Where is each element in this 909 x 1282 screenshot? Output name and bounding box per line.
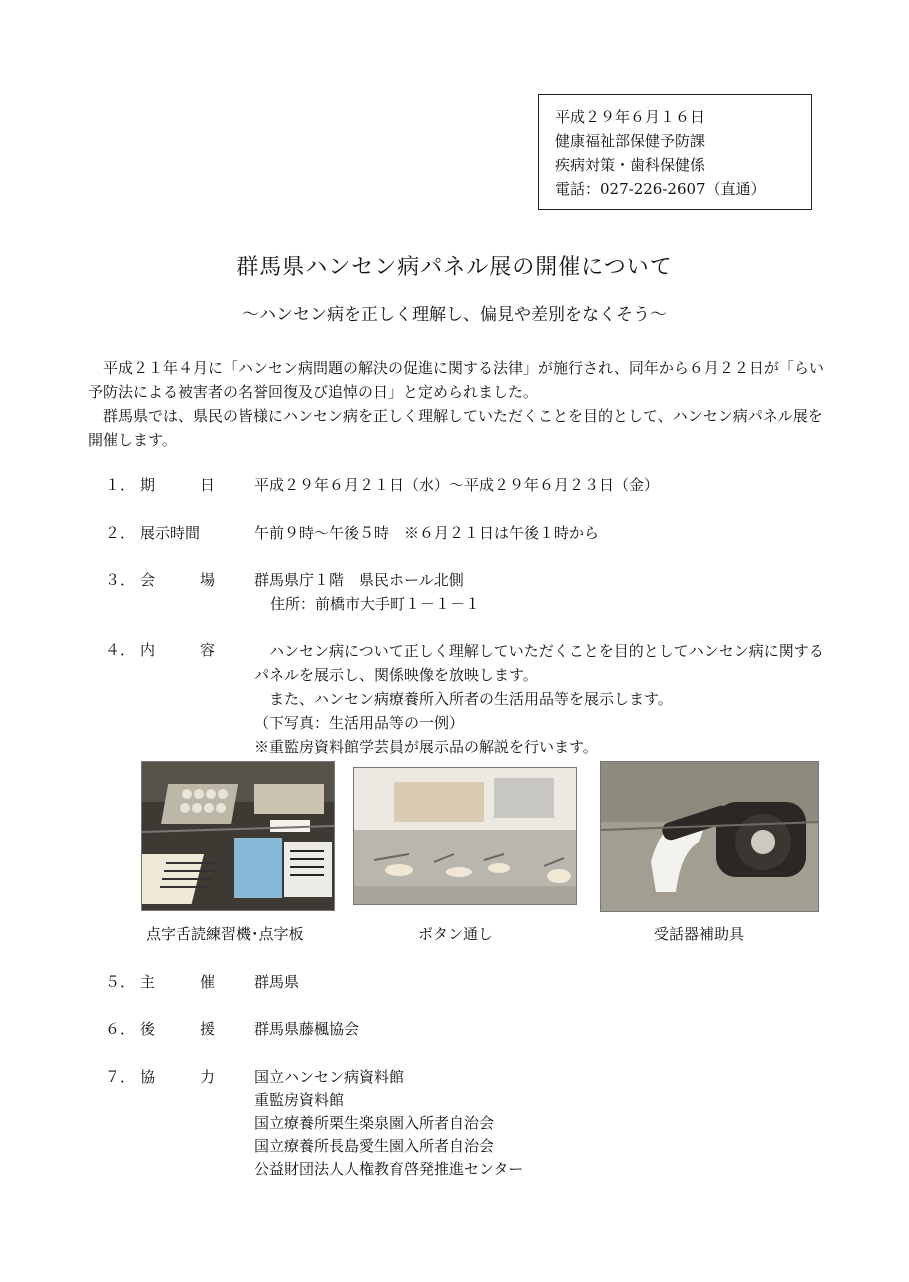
braille-practice-photo — [141, 761, 335, 911]
telephone-aid-photo — [600, 761, 819, 912]
intro-paragraph — [88, 356, 828, 452]
org-5: 公益財団法人人権教育啓発推進センター — [254, 1160, 524, 1178]
item-6-label-b: 援 — [199, 1020, 215, 1038]
item-4-line-3: （下写真：生活用品等の一例） — [254, 714, 465, 732]
item-2-value: 午前９時～午後５時 ※６月２１日は午後１時から — [254, 524, 600, 542]
item-7-number: ７． — [105, 1068, 136, 1086]
photo-1-caption: 点字舌読練習機･点字板 — [146, 925, 304, 943]
item-7-label — [140, 1066, 215, 1087]
item-4-label-b: 容 — [199, 641, 215, 659]
intro-line-1: 平成２１年４月に「ハンセン病問題の解決の促進に関する法律」が施行され、同年から６月２２日が「らい予防法による被害者の名誉回復及び追悼の日」と定められました。 — [88, 359, 824, 401]
item-5-number: ５． — [105, 973, 136, 991]
item-3-value: 群馬県庁１階 県民ホール北側 — [254, 571, 464, 589]
item-6-number: ６． — [105, 1020, 136, 1038]
item-4-line-4: ※重監房資料館学芸員が展示品の解説を行います。 — [254, 738, 598, 756]
item-2-label — [140, 522, 215, 543]
button-tool-photo — [353, 767, 577, 905]
item-3-number: ３． — [105, 571, 136, 589]
item-1-value: 平成２９年６月２１日（水）～平成２９年６月２３日（金） — [254, 476, 660, 494]
org-2: 重監房資料館 — [254, 1091, 345, 1109]
org-1: 国立ハンセン病資料館 — [254, 1068, 405, 1086]
issue-date: 平成２９年６月１６日 — [555, 108, 706, 126]
item-7-label-b: 力 — [199, 1068, 215, 1086]
item-2-label-a: 展示時間 — [140, 524, 201, 542]
item-4-label — [140, 639, 215, 660]
contact-box — [538, 94, 812, 210]
item-6-label-a: 後 — [140, 1020, 156, 1038]
page-subtitle: ～ハンセン病を正しく理解し、偏見や差別をなくそう～ — [242, 305, 667, 325]
item-5-value: 群馬県 — [254, 973, 300, 991]
item-1-label-a: 期 — [140, 476, 156, 494]
cooperating-organizations — [254, 1066, 654, 1181]
item-3-label-b: 場 — [199, 571, 215, 589]
item-3-label — [140, 569, 215, 590]
item-3-label-a: 会 — [140, 571, 156, 589]
section: 疾病対策・歯科保健係 — [555, 156, 706, 174]
item-4-label-a: 内 — [140, 641, 156, 659]
item-6-label — [140, 1018, 215, 1039]
item-5-label-a: 主 — [140, 973, 156, 991]
item-3-address: 住所：前橋市大手町１－１－１ — [270, 595, 481, 613]
phone: 電話：027-226-2607（直通） — [555, 180, 766, 198]
photo-2-caption: ボタン通し — [418, 925, 494, 943]
page-title: 群馬県ハンセン病パネル展の開催について — [236, 255, 673, 280]
item-6-value: 群馬県藤楓協会 — [254, 1020, 360, 1038]
photo-3-caption: 受話器補助具 — [654, 925, 745, 943]
item-1-label — [140, 474, 215, 495]
item-4-line-2: また、ハンセン病療養所入所者の生活用品等を展示します。 — [254, 690, 673, 708]
department: 健康福祉部保健予防課 — [555, 132, 706, 150]
item-5-label-b: 催 — [199, 973, 215, 991]
item-7-label-a: 協 — [140, 1068, 156, 1086]
item-5-label — [140, 971, 215, 992]
item-1-label-b: 日 — [199, 476, 215, 494]
org-4: 国立療養所長島愛生園入所者自治会 — [254, 1137, 495, 1155]
org-3: 国立療養所栗生楽泉園入所者自治会 — [254, 1114, 495, 1132]
item-4-number: ４． — [105, 641, 136, 659]
intro-line-2: 群馬県では、県民の皆様にハンセン病を正しく理解していただくことを目的として、ハンセン病パネル展を開催します。 — [88, 407, 823, 449]
item-4-content — [254, 639, 828, 759]
item-4-line-1: ハンセン病について正しく理解していただくことを目的としてハンセン病に関するパネルを展示し、関係映像を放映します。 — [254, 642, 824, 684]
item-2-number: ２． — [105, 524, 136, 542]
item-1-number: １． — [105, 476, 136, 494]
